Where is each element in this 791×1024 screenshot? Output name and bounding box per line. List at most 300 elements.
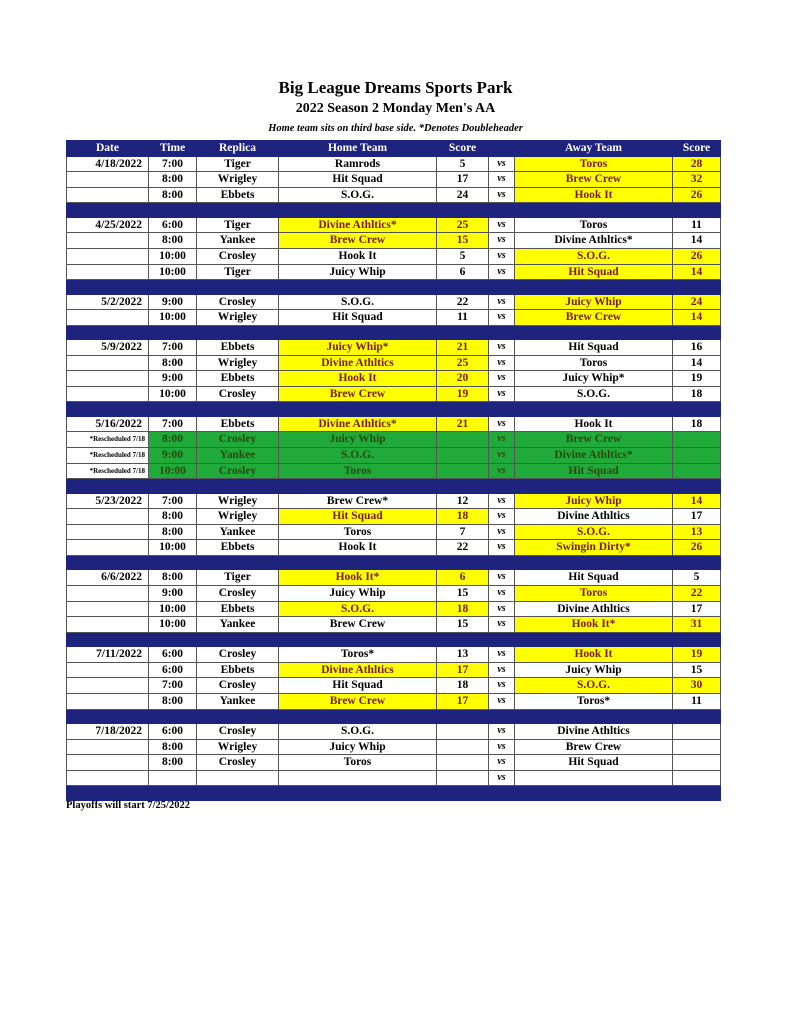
table-row xyxy=(67,723,721,739)
col-header-date: Date xyxy=(67,141,149,157)
separator-cell xyxy=(673,786,721,800)
date-cell xyxy=(67,187,149,203)
col-header-home-team: Home Team xyxy=(279,141,437,157)
separator-cell xyxy=(489,325,515,339)
table-row xyxy=(67,463,721,479)
time-cell: 10:00 xyxy=(149,601,197,617)
table-row xyxy=(67,448,721,464)
separator-cell xyxy=(673,632,721,646)
separator-cell xyxy=(197,786,279,800)
separator-cell xyxy=(673,402,721,416)
time-cell: 6:00 xyxy=(149,217,197,233)
home-team-cell: Hook It* xyxy=(279,570,437,586)
home-score-cell: 17 xyxy=(437,172,489,188)
away-team-cell: Toros* xyxy=(515,693,673,709)
replica-cell: Yankee xyxy=(197,524,279,540)
separator-cell xyxy=(279,632,437,646)
away-score-cell: 30 xyxy=(673,678,721,694)
time-cell: 8:00 xyxy=(149,509,197,525)
separator-cell xyxy=(437,556,489,570)
home-score-cell xyxy=(437,739,489,755)
time-cell: 8:00 xyxy=(149,524,197,540)
page-title: Big League Dreams Sports Park xyxy=(278,78,513,97)
time-cell: 8:00 xyxy=(149,755,197,771)
home-score-cell: 6 xyxy=(437,264,489,280)
time-cell: 10:00 xyxy=(149,386,197,402)
home-score-cell: 25 xyxy=(437,217,489,233)
date-cell xyxy=(67,617,149,633)
vs-cell: vs xyxy=(489,739,515,755)
group-separator xyxy=(67,280,721,294)
vs-cell: vs xyxy=(489,156,515,172)
separator-cell xyxy=(489,203,515,217)
table-row xyxy=(67,509,721,525)
away-team-cell: Hit Squad xyxy=(515,755,673,771)
away-team-cell: Juicy Whip xyxy=(515,493,673,509)
separator-cell xyxy=(489,402,515,416)
time-cell: 10:00 xyxy=(149,310,197,326)
time-cell: 7:00 xyxy=(149,493,197,509)
away-score-cell: 26 xyxy=(673,248,721,264)
time-cell: 8:00 xyxy=(149,187,197,203)
col-header-away-team: Away Team xyxy=(515,141,673,157)
away-score-cell: 11 xyxy=(673,693,721,709)
home-score-cell: 12 xyxy=(437,493,489,509)
date-cell: *Rescheduled 7/18 xyxy=(67,448,149,464)
home-score-cell: 5 xyxy=(437,156,489,172)
date-cell xyxy=(67,755,149,771)
home-team-cell: Juicy Whip xyxy=(279,432,437,448)
away-team-cell: Divine Athltics* xyxy=(515,233,673,249)
vs-cell: vs xyxy=(489,601,515,617)
vs-cell: vs xyxy=(489,509,515,525)
away-team-cell: Toros xyxy=(515,217,673,233)
home-score-cell: 5 xyxy=(437,248,489,264)
home-team-cell: Hook It xyxy=(279,248,437,264)
away-score-cell: 18 xyxy=(673,416,721,432)
table-row xyxy=(67,770,721,786)
away-team-cell: Juicy Whip xyxy=(515,662,673,678)
away-score-cell: 28 xyxy=(673,156,721,172)
date-cell xyxy=(67,386,149,402)
away-team-cell: Toros xyxy=(515,586,673,602)
home-team-cell: Brew Crew xyxy=(279,617,437,633)
away-team-cell: S.O.G. xyxy=(515,524,673,540)
replica-cell: Crosley xyxy=(197,248,279,264)
away-team-cell: Divine Athltics* xyxy=(515,448,673,464)
away-team-cell: Brew Crew xyxy=(515,172,673,188)
separator-cell xyxy=(279,786,437,800)
home-team-cell: Hook It xyxy=(279,371,437,387)
replica-cell: Crosley xyxy=(197,723,279,739)
table-row xyxy=(67,739,721,755)
time-cell: 9:00 xyxy=(149,448,197,464)
away-team-cell: Hook It xyxy=(515,187,673,203)
replica-cell: Wrigley xyxy=(197,172,279,188)
date-cell xyxy=(67,678,149,694)
group-separator xyxy=(67,786,721,800)
home-score-cell: 24 xyxy=(437,187,489,203)
home-score-cell: 15 xyxy=(437,233,489,249)
separator-cell xyxy=(197,479,279,493)
separator-cell xyxy=(279,479,437,493)
vs-cell: vs xyxy=(489,416,515,432)
time-cell: 9:00 xyxy=(149,371,197,387)
vs-cell: vs xyxy=(489,463,515,479)
home-team-cell: Toros xyxy=(279,524,437,540)
vs-cell: vs xyxy=(489,432,515,448)
season-subtitle: 2022 Season 2 Monday Men's AA xyxy=(295,101,496,116)
separator-cell xyxy=(149,786,197,800)
away-score-cell: 16 xyxy=(673,340,721,356)
separator-cell xyxy=(673,280,721,294)
date-cell xyxy=(67,540,149,556)
vs-cell: vs xyxy=(489,647,515,663)
home-score-cell: 18 xyxy=(437,509,489,525)
away-score-cell xyxy=(673,755,721,771)
away-team-cell: Hit Squad xyxy=(515,340,673,356)
away-team-cell: Hook It xyxy=(515,416,673,432)
home-team-cell: Divine Athltics* xyxy=(279,217,437,233)
away-score-cell: 14 xyxy=(673,264,721,280)
replica-cell: Crosley xyxy=(197,755,279,771)
replica-cell: Yankee xyxy=(197,617,279,633)
replica-cell: Ebbets xyxy=(197,540,279,556)
replica-cell: Wrigley xyxy=(197,493,279,509)
home-team-cell: Brew Crew xyxy=(279,386,437,402)
replica-cell: Crosley xyxy=(197,463,279,479)
home-team-cell: S.O.G. xyxy=(279,601,437,617)
vs-cell: vs xyxy=(489,187,515,203)
separator-cell xyxy=(279,203,437,217)
replica-cell: Ebbets xyxy=(197,416,279,432)
vs-cell: vs xyxy=(489,264,515,280)
away-score-cell xyxy=(673,432,721,448)
group-separator xyxy=(67,325,721,339)
away-team-cell: S.O.G. xyxy=(515,248,673,264)
separator-cell xyxy=(197,325,279,339)
vs-cell: vs xyxy=(489,294,515,310)
vs-cell: vs xyxy=(489,755,515,771)
date-cell: 5/16/2022 xyxy=(67,416,149,432)
replica-cell: Crosley xyxy=(197,386,279,402)
home-score-cell: 25 xyxy=(437,355,489,371)
home-team-cell: Brew Crew xyxy=(279,693,437,709)
date-cell: *Rescheduled 7/18 xyxy=(67,432,149,448)
separator-cell xyxy=(279,280,437,294)
col-header-time: Time xyxy=(149,141,197,157)
away-score-cell: 14 xyxy=(673,355,721,371)
table-row xyxy=(67,264,721,280)
separator-cell xyxy=(67,786,149,800)
time-cell: 10:00 xyxy=(149,248,197,264)
date-cell xyxy=(67,248,149,264)
separator-cell xyxy=(279,709,437,723)
table-row xyxy=(67,647,721,663)
home-team-cell: S.O.G. xyxy=(279,448,437,464)
date-cell xyxy=(67,371,149,387)
date-cell: 7/11/2022 xyxy=(67,647,149,663)
table-row xyxy=(67,355,721,371)
home-score-cell: 20 xyxy=(437,371,489,387)
away-team-cell: Hit Squad xyxy=(515,264,673,280)
date-cell xyxy=(67,524,149,540)
away-score-cell: 22 xyxy=(673,586,721,602)
separator-cell xyxy=(673,556,721,570)
separator-cell xyxy=(279,325,437,339)
replica-cell: Crosley xyxy=(197,294,279,310)
date-cell xyxy=(67,172,149,188)
separator-cell xyxy=(279,556,437,570)
separator-cell xyxy=(67,325,149,339)
home-team-cell: Divine Athltics* xyxy=(279,416,437,432)
home-score-cell: 21 xyxy=(437,340,489,356)
separator-cell xyxy=(149,280,197,294)
table-row xyxy=(67,217,721,233)
away-team-cell: Brew Crew xyxy=(515,739,673,755)
table-row xyxy=(67,248,721,264)
away-score-cell: 26 xyxy=(673,540,721,556)
away-team-cell: S.O.G. xyxy=(515,386,673,402)
away-score-cell: 17 xyxy=(673,601,721,617)
replica-cell: Crosley xyxy=(197,586,279,602)
home-score-cell xyxy=(437,723,489,739)
vs-cell: vs xyxy=(489,310,515,326)
home-score-cell: 22 xyxy=(437,540,489,556)
replica-cell: Wrigley xyxy=(197,355,279,371)
table-row xyxy=(67,294,721,310)
home-team-cell: S.O.G. xyxy=(279,723,437,739)
separator-cell xyxy=(197,632,279,646)
date-cell xyxy=(67,233,149,249)
separator-cell xyxy=(197,402,279,416)
table-row xyxy=(67,693,721,709)
separator-cell xyxy=(437,479,489,493)
separator-cell xyxy=(515,632,673,646)
separator-cell xyxy=(149,479,197,493)
separator-cell xyxy=(67,280,149,294)
table-header-row xyxy=(67,141,721,157)
separator-cell xyxy=(279,402,437,416)
col-header-away-score: Score xyxy=(673,141,721,157)
date-cell xyxy=(67,264,149,280)
separator-cell xyxy=(673,203,721,217)
separator-cell xyxy=(67,709,149,723)
separator-cell xyxy=(149,632,197,646)
home-team-cell: Toros* xyxy=(279,647,437,663)
away-score-cell: 11 xyxy=(673,217,721,233)
separator-cell xyxy=(197,203,279,217)
vs-cell: vs xyxy=(489,678,515,694)
vs-cell: vs xyxy=(489,693,515,709)
table-row xyxy=(67,386,721,402)
col-header-home-score: Score xyxy=(437,141,489,157)
date-cell: 4/18/2022 xyxy=(67,156,149,172)
away-score-cell: 13 xyxy=(673,524,721,540)
replica-cell: Crosley xyxy=(197,647,279,663)
separator-cell xyxy=(437,632,489,646)
time-cell: 7:00 xyxy=(149,416,197,432)
separator-cell xyxy=(437,402,489,416)
time-cell: 8:00 xyxy=(149,355,197,371)
away-score-cell: 32 xyxy=(673,172,721,188)
table-row xyxy=(67,617,721,633)
separator-cell xyxy=(67,203,149,217)
away-score-cell: 5 xyxy=(673,570,721,586)
replica-cell: Crosley xyxy=(197,678,279,694)
table-row xyxy=(67,233,721,249)
time-cell: 8:00 xyxy=(149,172,197,188)
vs-cell: vs xyxy=(489,586,515,602)
home-score-cell: 15 xyxy=(437,617,489,633)
vs-cell: vs xyxy=(489,386,515,402)
away-score-cell xyxy=(673,723,721,739)
home-score-cell: 6 xyxy=(437,570,489,586)
vs-cell: vs xyxy=(489,493,515,509)
replica-cell xyxy=(197,770,279,786)
away-team-cell xyxy=(515,770,673,786)
home-score-cell: 7 xyxy=(437,524,489,540)
replica-cell: Wrigley xyxy=(197,509,279,525)
away-team-cell: Divine Athltics xyxy=(515,601,673,617)
home-team-cell: Hit Squad xyxy=(279,509,437,525)
group-separator xyxy=(67,479,721,493)
home-score-cell xyxy=(437,755,489,771)
away-score-cell xyxy=(673,770,721,786)
date-cell: 4/25/2022 xyxy=(67,217,149,233)
vs-cell: vs xyxy=(489,233,515,249)
separator-cell xyxy=(149,709,197,723)
home-team-cell: Juicy Whip* xyxy=(279,340,437,356)
separator-cell xyxy=(489,479,515,493)
vs-cell: vs xyxy=(489,217,515,233)
away-score-cell: 14 xyxy=(673,233,721,249)
home-team-cell: Divine Athltics xyxy=(279,662,437,678)
vs-cell: vs xyxy=(489,448,515,464)
group-separator xyxy=(67,709,721,723)
replica-cell: Ebbets xyxy=(197,371,279,387)
away-score-cell: 14 xyxy=(673,310,721,326)
home-team-cell: S.O.G. xyxy=(279,187,437,203)
home-score-cell: 22 xyxy=(437,294,489,310)
replica-cell: Crosley xyxy=(197,432,279,448)
replica-cell: Yankee xyxy=(197,693,279,709)
home-team-cell xyxy=(279,770,437,786)
date-cell xyxy=(67,509,149,525)
home-score-cell: 18 xyxy=(437,678,489,694)
date-cell xyxy=(67,662,149,678)
replica-cell: Ebbets xyxy=(197,187,279,203)
date-cell xyxy=(67,601,149,617)
vs-cell: vs xyxy=(489,248,515,264)
home-score-cell xyxy=(437,463,489,479)
home-team-cell: Juicy Whip xyxy=(279,264,437,280)
time-cell: 8:00 xyxy=(149,739,197,755)
away-score-cell xyxy=(673,463,721,479)
schedule-note: Home team sits on third base side. *Denotes Doubleheader xyxy=(268,123,523,134)
away-score-cell: 18 xyxy=(673,386,721,402)
separator-cell xyxy=(437,325,489,339)
table-row xyxy=(67,493,721,509)
table-row xyxy=(67,340,721,356)
away-score-cell xyxy=(673,448,721,464)
home-score-cell xyxy=(437,770,489,786)
home-team-cell: Divine Athltics xyxy=(279,355,437,371)
separator-cell xyxy=(515,325,673,339)
away-team-cell: Divine Athltics xyxy=(515,509,673,525)
away-team-cell: Swingin Dirty* xyxy=(515,540,673,556)
separator-cell xyxy=(515,280,673,294)
time-cell: 9:00 xyxy=(149,586,197,602)
time-cell: 10:00 xyxy=(149,463,197,479)
home-score-cell: 21 xyxy=(437,416,489,432)
group-separator xyxy=(67,556,721,570)
away-score-cell: 24 xyxy=(673,294,721,310)
time-cell: 6:00 xyxy=(149,723,197,739)
vs-cell: vs xyxy=(489,340,515,356)
separator-cell xyxy=(515,786,673,800)
replica-cell: Yankee xyxy=(197,233,279,249)
separator-cell xyxy=(197,556,279,570)
home-team-cell: S.O.G. xyxy=(279,294,437,310)
separator-cell xyxy=(515,556,673,570)
time-cell: 7:00 xyxy=(149,156,197,172)
table-row xyxy=(67,570,721,586)
home-score-cell xyxy=(437,448,489,464)
separator-cell xyxy=(489,632,515,646)
table-row xyxy=(67,678,721,694)
group-separator xyxy=(67,402,721,416)
away-score-cell: 14 xyxy=(673,493,721,509)
home-team-cell: Hit Squad xyxy=(279,310,437,326)
home-score-cell: 15 xyxy=(437,586,489,602)
table-row xyxy=(67,416,721,432)
separator-cell xyxy=(149,402,197,416)
away-score-cell: 19 xyxy=(673,371,721,387)
home-score-cell: 17 xyxy=(437,662,489,678)
home-team-cell: Toros xyxy=(279,755,437,771)
separator-cell xyxy=(489,280,515,294)
away-score-cell: 26 xyxy=(673,187,721,203)
away-team-cell: Hook It xyxy=(515,647,673,663)
home-team-cell: Hit Squad xyxy=(279,678,437,694)
home-score-cell: 19 xyxy=(437,386,489,402)
separator-cell xyxy=(437,709,489,723)
replica-cell: Tiger xyxy=(197,217,279,233)
separator-cell xyxy=(197,709,279,723)
vs-cell: vs xyxy=(489,524,515,540)
home-team-cell: Juicy Whip xyxy=(279,739,437,755)
time-cell: 6:00 xyxy=(149,662,197,678)
vs-cell: vs xyxy=(489,371,515,387)
table-row xyxy=(67,524,721,540)
replica-cell: Wrigley xyxy=(197,310,279,326)
separator-cell xyxy=(515,479,673,493)
away-score-cell: 17 xyxy=(673,509,721,525)
time-cell: 8:00 xyxy=(149,570,197,586)
time-cell: 10:00 xyxy=(149,264,197,280)
date-cell: 7/18/2022 xyxy=(67,723,149,739)
replica-cell: Ebbets xyxy=(197,662,279,678)
table-row xyxy=(67,540,721,556)
vs-cell: vs xyxy=(489,540,515,556)
table-row xyxy=(67,310,721,326)
date-cell xyxy=(67,310,149,326)
schedule-table xyxy=(66,140,721,801)
separator-cell xyxy=(67,479,149,493)
table-row xyxy=(67,432,721,448)
vs-cell: vs xyxy=(489,617,515,633)
